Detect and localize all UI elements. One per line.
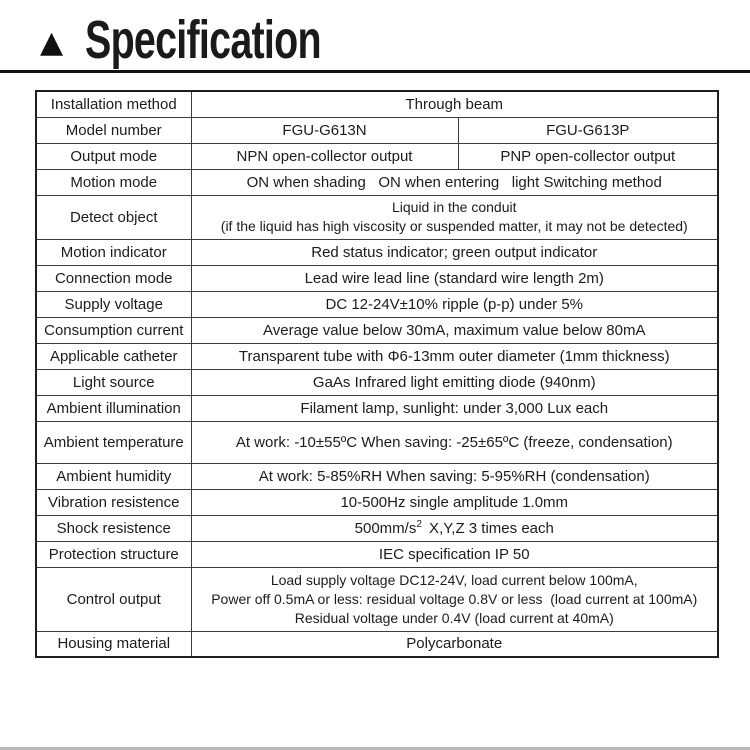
table-row xyxy=(36,421,718,463)
specification-table xyxy=(35,90,719,658)
table-row xyxy=(36,489,718,515)
value-line: Load supply voltage DC12-24V, load current below 100mA, xyxy=(270,571,638,588)
row-value: PNP open-collector output xyxy=(458,143,718,169)
row-label: Ambient illumination xyxy=(36,395,191,421)
row-value: At work: 5-85%RH When saving: 5-95%RH (condensation) xyxy=(191,463,718,489)
row-label: Output mode xyxy=(36,143,191,169)
triangle-bullet-icon: ▲ xyxy=(40,25,64,60)
table-row xyxy=(36,239,718,265)
row-value: DC 12-24V±10% ripple (p-p) under 5% xyxy=(191,291,718,317)
table-row xyxy=(36,195,718,239)
table-row xyxy=(36,369,718,395)
header-rule xyxy=(0,70,750,73)
row-value: Average value below 30mA, maximum value below 80mA xyxy=(191,317,718,343)
row-label: Light source xyxy=(36,369,191,395)
row-label: Motion mode xyxy=(36,169,191,195)
row-value: Red status indicator; green output indicator xyxy=(191,239,718,265)
table-row xyxy=(36,631,718,657)
row-label: Supply voltage xyxy=(36,291,191,317)
row-value: 10-500Hz single amplitude 1.0mm xyxy=(191,489,718,515)
row-value: FGU-G613N xyxy=(191,117,458,143)
row-value: At work: -10±55ºC When saving: -25±65ºC (freeze, condensation) xyxy=(191,421,718,463)
table-row xyxy=(36,169,718,195)
row-label: Consumption current xyxy=(36,317,191,343)
row-value: Transparent tube with Φ6-13mm outer diameter (1mm thickness) xyxy=(191,343,718,369)
row-label: Vibration resistence xyxy=(36,489,191,515)
table-row xyxy=(36,91,718,117)
value-line: Power off 0.5mA or less: residual voltage 0.8V or less (load current at 100mA) xyxy=(211,590,698,607)
row-value: ON when shading ON when entering light Switching method xyxy=(191,169,718,195)
table-row xyxy=(36,541,718,567)
table-row xyxy=(36,117,718,143)
value-line: Liquid in the conduit xyxy=(391,199,517,215)
row-label: Control output xyxy=(36,567,191,631)
row-value: Polycarbonate xyxy=(191,631,718,657)
table-row xyxy=(36,515,718,541)
row-value: IEC specification IP 50 xyxy=(191,541,718,567)
row-label: Detect object xyxy=(36,195,191,239)
row-label: Model number xyxy=(36,117,191,143)
row-value: Through beam xyxy=(191,91,718,117)
row-label: Applicable catheter xyxy=(36,343,191,369)
table-row xyxy=(36,343,718,369)
table-row xyxy=(36,143,718,169)
row-label: Connection mode xyxy=(36,265,191,291)
value-text: X,Y,Z 3 times each xyxy=(424,519,554,537)
superscript: 2 xyxy=(416,518,422,530)
value-line: Residual voltage under 0.4V (load current at 40mA) xyxy=(294,609,614,626)
row-value xyxy=(191,567,718,631)
table-row xyxy=(36,567,718,631)
row-value: NPN open-collector output xyxy=(191,143,458,169)
row-value: Lead wire lead line (standard wire length 2m) xyxy=(191,265,718,291)
row-label: Shock resistence xyxy=(36,515,191,541)
table-row xyxy=(36,317,718,343)
table-row xyxy=(36,265,718,291)
row-label: Housing material xyxy=(36,631,191,657)
row-value: GaAs Infrared light emitting diode (940nm) xyxy=(191,369,718,395)
section-header xyxy=(40,10,408,70)
row-value: Filament lamp, sunlight: under 3,000 Lux each xyxy=(191,395,718,421)
value-text: 500mm/s xyxy=(354,519,417,537)
page-title: Specification xyxy=(85,10,321,70)
row-label: Ambient humidity xyxy=(36,463,191,489)
row-label: Motion indicator xyxy=(36,239,191,265)
row-label: Installation method xyxy=(36,91,191,117)
row-value xyxy=(191,195,718,239)
row-value: FGU-G613P xyxy=(458,117,718,143)
row-value xyxy=(191,515,718,541)
row-label: Ambient temperature xyxy=(36,421,191,463)
value-line: (if the liquid has high viscosity or suspended matter, it may not be detected) xyxy=(220,218,688,234)
table-row xyxy=(36,463,718,489)
table-row xyxy=(36,291,718,317)
row-label: Protection structure xyxy=(36,541,191,567)
table-row xyxy=(36,395,718,421)
